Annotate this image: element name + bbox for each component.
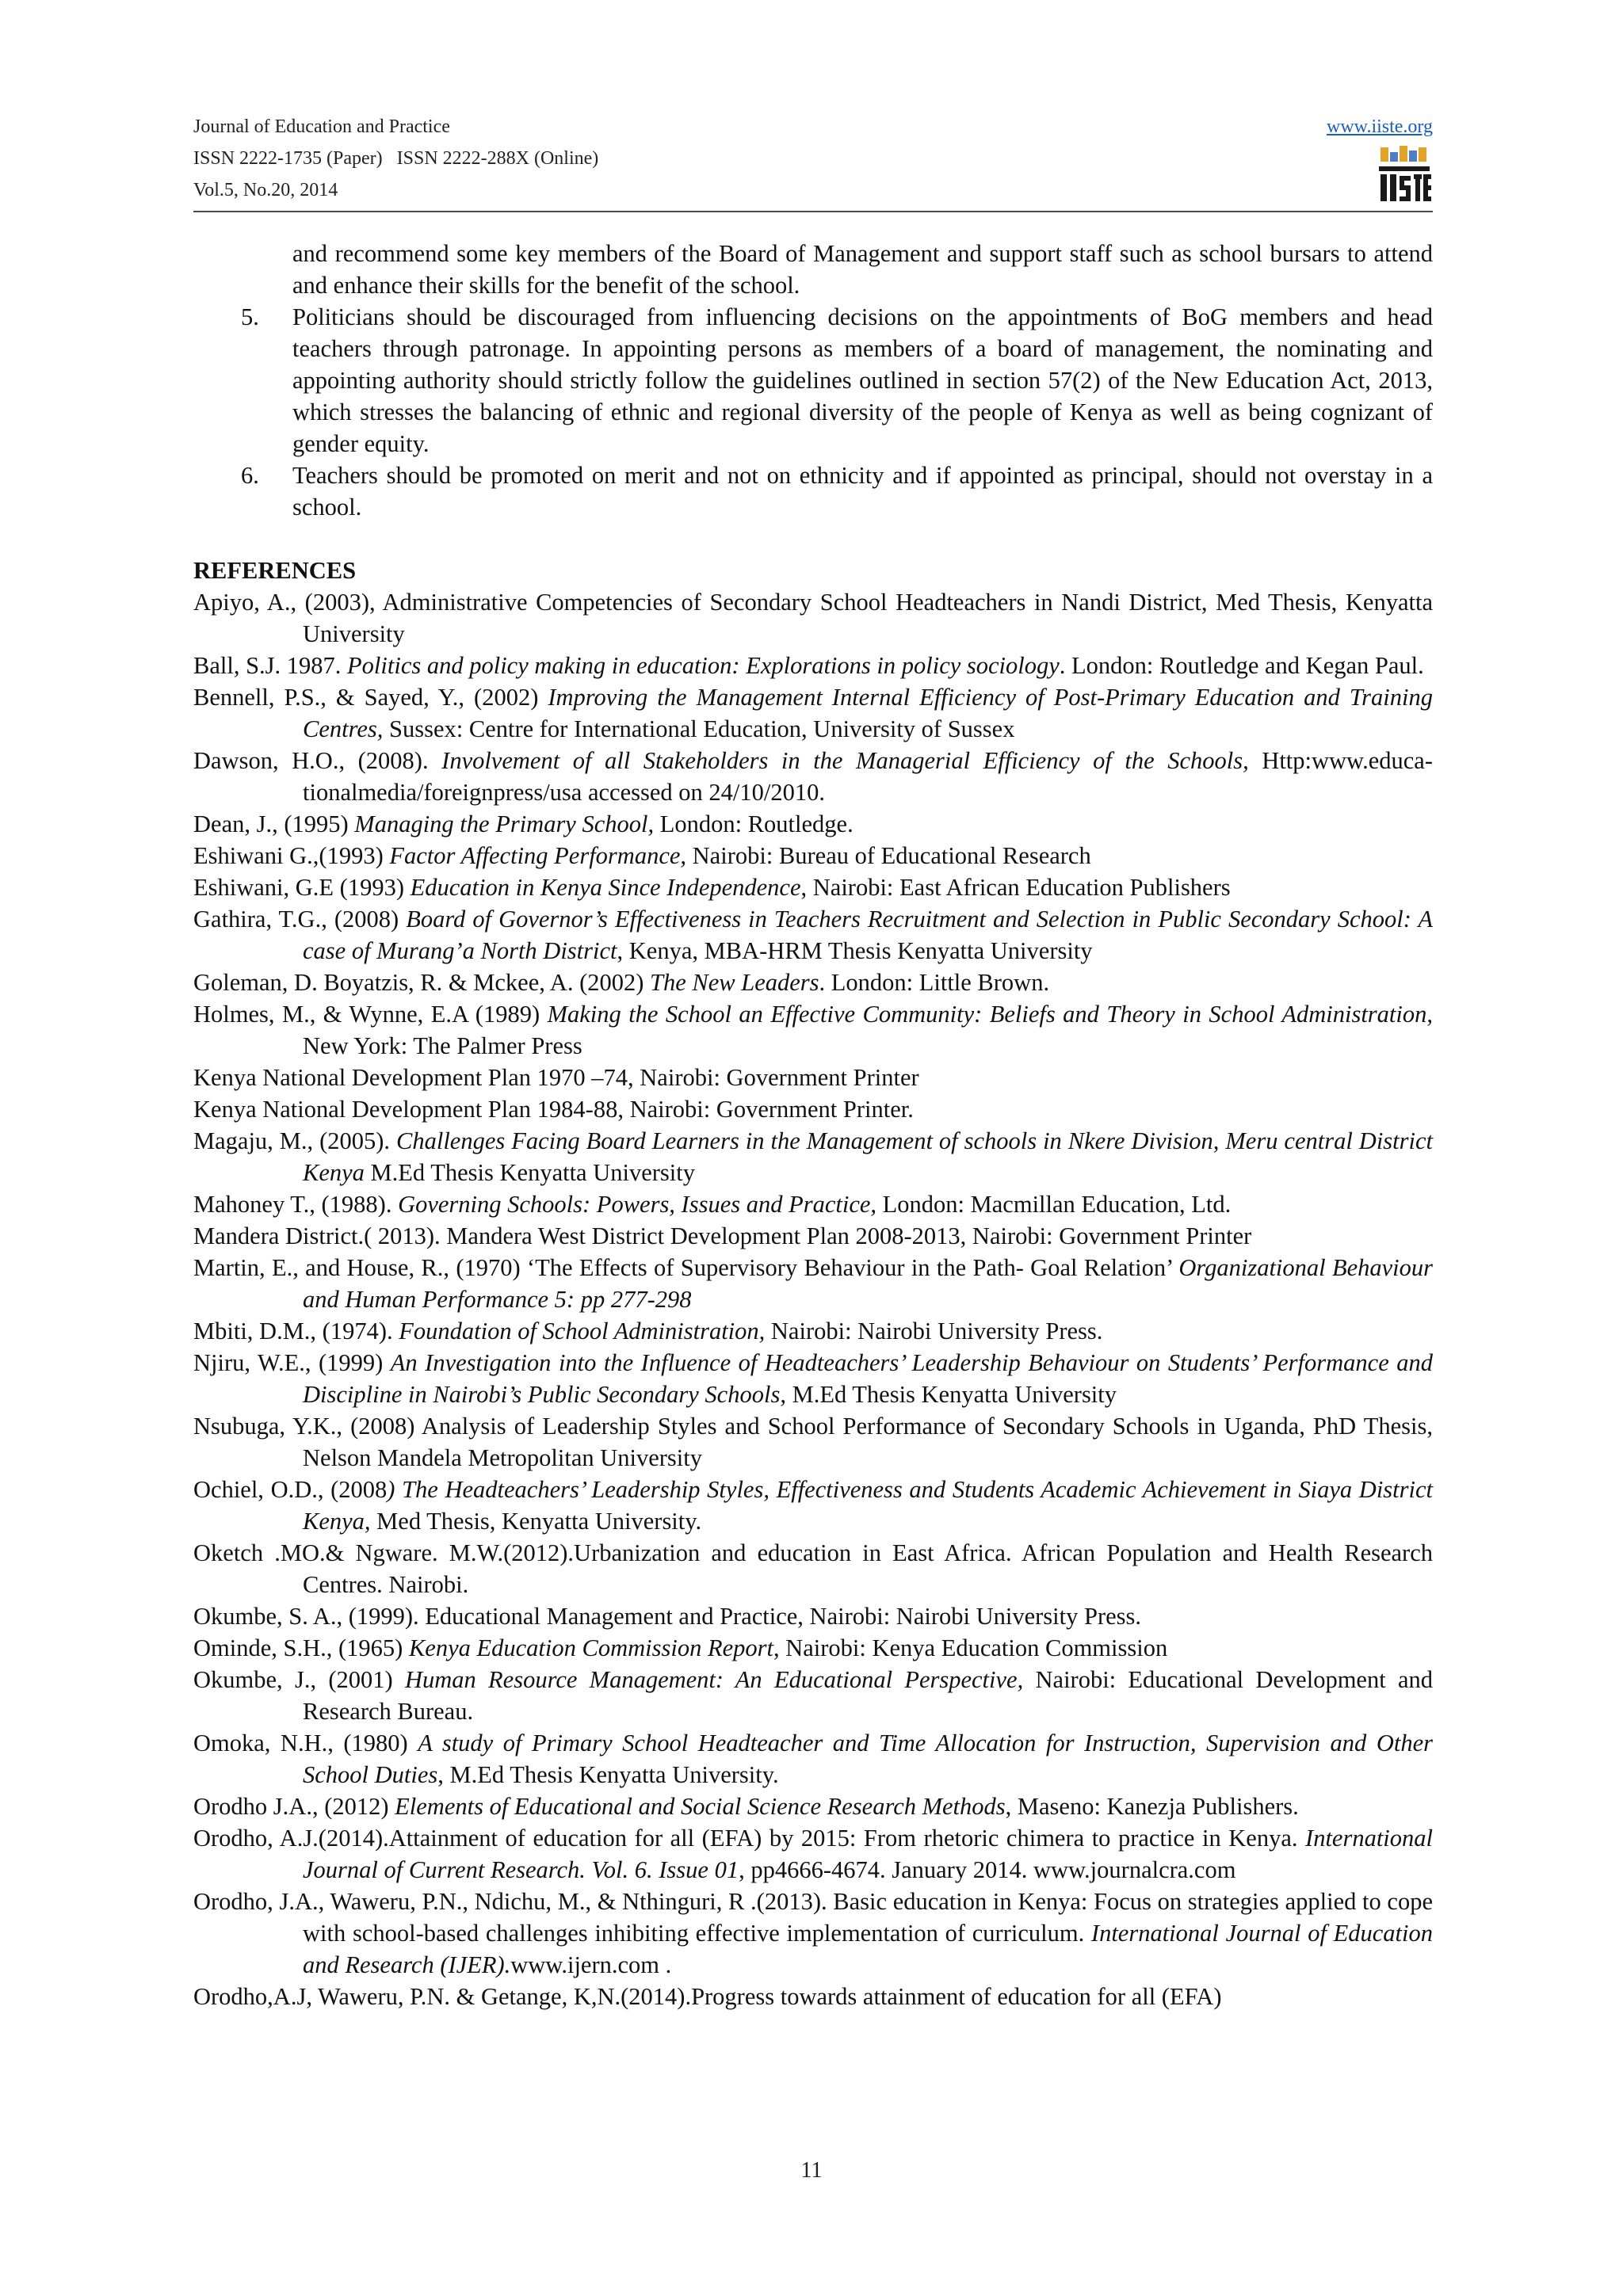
- reference-entry: [193, 1093, 1433, 1125]
- reference-text: , Maseno: Kanezja Publishers.: [1005, 1793, 1299, 1820]
- reference-text: Oketch .MO.& Ngware. M.W.(2012).Urbanization and education in East Africa. African Population and Health Research Centres. Nairobi.: [193, 1539, 1433, 1598]
- reference-text: Goleman, D. Boyatzis, R. & Mckee, A. (2002): [193, 969, 651, 996]
- reference-text: Med Thesis, Kenyatta University.: [370, 1508, 702, 1535]
- reference-text: Holmes, M., & Wynne, E.A (1989): [193, 1001, 548, 1028]
- reference-text: Orodho, A.J.(2014).Attainment of education for all (EFA) by 2015: From rhetoric chimera to practice in Kenya.: [193, 1825, 1306, 1852]
- reference-text: Okumbe, J., (2001): [193, 1666, 405, 1693]
- journal-name: Journal of Education and Practice: [193, 116, 450, 137]
- references-heading: REFERENCES: [193, 557, 357, 584]
- reference-title: A study of Primary School Headteacher and Time Allocation for Instruction, Supervision and Other School Duties: [303, 1730, 1433, 1788]
- reference-title: Foundation of School Administration,: [399, 1318, 766, 1344]
- reference-entry: [193, 1252, 1433, 1315]
- reference-text: Gathira, T.G., (2008): [193, 906, 407, 933]
- reference-text: Orodho J.A., (2012): [193, 1793, 395, 1820]
- reference-text: www.ijern.com .: [510, 1951, 672, 1978]
- reference-entry: [193, 1188, 1433, 1220]
- reference-text: Orodho,A.J, Waweru, P.N. & Getange, K,N.(2014).Progress towards attainment of education for all (EFA): [193, 1983, 1222, 2010]
- reference-title: Politics and policy making in education: Explorations in policy sociology: [347, 652, 1060, 679]
- reference-entry: [193, 681, 1433, 745]
- reference-title: An Investigation into the Influence of Headteachers’ Leadership Behaviour on Students’ Performance and Discipline in Nairobi’s Public Secondary Schools,: [303, 1349, 1433, 1408]
- reference-title: International Journal of Education and Research (IJER).: [303, 1920, 1434, 1978]
- reference-entry: [193, 871, 1433, 903]
- reference-title: ) The Headteachers’ Leadership Styles, Effectiveness and Students Academic Achievement in Siaya District Kenya,: [303, 1476, 1433, 1535]
- recommendation-number: 5.: [241, 303, 259, 330]
- reference-entry: [193, 840, 1433, 871]
- reference-title: Elements of Educational and Social Science Research Methods: [395, 1793, 1006, 1820]
- reference-text: Ominde, S.H., (1965): [193, 1634, 409, 1661]
- issn-line: ISSN 2222-1735 (Paper) ISSN 2222-288X (Online): [193, 148, 599, 169]
- reference-text: Okumbe, S. A., (1999). Educational Management and Practice, Nairobi: Nairobi University Press.: [193, 1603, 1142, 1630]
- recommendation-item: [193, 460, 1433, 523]
- reference-entry: [193, 1664, 1433, 1727]
- reference-text: Http:www.educa-tionalmedia/foreignpress/usa accessed on 24/10/2010.: [303, 747, 1433, 806]
- reference-entry: [193, 1727, 1433, 1791]
- reference-text: Apiyo, A., (2003), Administrative Competencies of Secondary School Headteachers in Nandi District, Med Thesis, Kenyatta University: [193, 589, 1433, 647]
- reference-entry: [193, 1632, 1433, 1664]
- reference-entry: [193, 967, 1433, 998]
- reference-text: Omoka, N.H., (1980): [193, 1730, 418, 1756]
- reference-title: Factor Affecting Performance,: [389, 842, 687, 869]
- reference-text: M.Ed Thesis Kenyatta University: [785, 1381, 1117, 1408]
- reference-entry: [193, 650, 1433, 681]
- reference-title: Board of Governor’s Effectiveness in Teachers Recruitment and Selection in Public Secondary School: A case of Murang’a North District: [303, 906, 1433, 964]
- header-rule: [193, 211, 1433, 212]
- recommendation-text: Teachers should be promoted on merit and not on ethnicity and if appointed as principal, should not overstay in a school.: [292, 462, 1433, 521]
- reference-title: The New Leaders: [650, 969, 819, 996]
- reference-entry: [193, 903, 1433, 967]
- reference-text: Nairobi: Bureau of Educational Research: [686, 842, 1091, 869]
- reference-entry: [193, 1600, 1433, 1632]
- reference-entry: [193, 745, 1433, 808]
- reference-text: M.Ed Thesis Kenyatta University: [364, 1159, 695, 1186]
- reference-text: Sussex: Centre for International Education, University of Sussex: [383, 715, 1015, 742]
- reference-text: Mahoney T., (1988).: [193, 1191, 399, 1218]
- reference-list: [193, 586, 1433, 2012]
- reference-title: Human Resource Management: An Educational Perspective,: [404, 1666, 1024, 1693]
- reference-text: Eshiwani G.,(1993): [193, 842, 390, 869]
- reference-title: Involvement of all Stakeholders in the Managerial Efficiency of the Schools,: [441, 747, 1249, 774]
- reference-title: International Journal of Current Research. Vol. 6. Issue 01: [303, 1825, 1433, 1883]
- reference-text: Ball, S.J. 1987.: [193, 652, 348, 679]
- reference-text: , pp4666-4674. January 2014. www.journalcra.com: [739, 1856, 1236, 1883]
- reference-entry: [193, 998, 1433, 1062]
- reference-text: Nairobi: Educational Development and Research Bureau.: [303, 1666, 1434, 1725]
- reference-text: Nairobi: Nairobi University Press.: [765, 1318, 1103, 1344]
- reference-text: New York: The Palmer Press: [303, 1032, 582, 1059]
- reference-text: , Nairobi: Kenya Education Commission: [773, 1634, 1168, 1661]
- reference-entry: [193, 1474, 1433, 1537]
- continuation-text: and recommend some key members of the Board of Management and support staff such as school bursars to attend and enhance their skills for the benefit of the school.: [292, 240, 1433, 299]
- reference-entry: [193, 1537, 1433, 1600]
- reference-text: . London: Routledge and Kegan Paul.: [1059, 652, 1424, 679]
- reference-title: Kenya Education Commission Report: [408, 1634, 773, 1661]
- reference-title: Education in Kenya Since Independence: [410, 874, 801, 901]
- reference-title: Making the School an Effective Community: Beliefs and Theory in School Administration,: [547, 1001, 1433, 1028]
- reference-text: Njiru, W.E., (1999): [193, 1349, 391, 1376]
- reference-text: Mandera District.( 2013). Mandera West District Development Plan 2008-2013, Nairobi: Government Printer: [193, 1222, 1252, 1249]
- page-number: 11: [800, 2158, 823, 2183]
- reference-entry: [193, 1886, 1433, 1981]
- reference-entry: [193, 1981, 1433, 2012]
- reference-entry: [193, 1062, 1433, 1093]
- reference-text: London: Routledge.: [654, 810, 854, 837]
- reference-title: Improving the Management Internal Efficiency of Post-Primary Education and Training Centres,: [303, 684, 1433, 742]
- reference-text: Mbiti, D.M., (1974).: [193, 1318, 399, 1344]
- reference-title: Governing Schools: Powers, Issues and Practice,: [398, 1191, 877, 1218]
- recommendation-number: 6.: [241, 462, 259, 489]
- reference-text: Dawson, H.O., (2008).: [193, 747, 442, 774]
- reference-text: Nsubuga, Y.K., (2008) Analysis of Leadership Styles and School Performance of Secondary Schools in Uganda, PhD Thesis, Nelson Mandela Metropolitan University: [193, 1413, 1433, 1471]
- iiste-logo: [1379, 146, 1433, 203]
- reference-text: Bennell, P.S., & Sayed, Y., (2002): [193, 684, 548, 711]
- recommendation-text: Politicians should be discouraged from influencing decisions on the appointments of BoG members and head teachers through patronage. In appointing persons as members of a board of management, the nominating and appointing authority should strictly follow the guidelines outlined in section 57(2) of the New Education Act, 2013, which stresses the balancing of ethnic and regional diversity of the people of Kenya as well as being cognizant of gender equity.: [292, 303, 1433, 457]
- reference-entry: [193, 1220, 1433, 1252]
- reference-title: Managing the Primary School,: [354, 810, 655, 837]
- reference-text: Kenya National Development Plan 1970 –74, Nairobi: Government Printer: [193, 1064, 919, 1091]
- reference-entry: [193, 1315, 1433, 1347]
- reference-entry: [193, 586, 1433, 650]
- reference-text: Orodho, J.A., Waweru, P.N., Ndichu, M., & Nthinguri, R .(2013). Basic education in Kenya: Focus on strategies applied to cope with school-based challenges inhibiting effective implementation of curriculum.: [193, 1888, 1433, 1947]
- reference-entry: [193, 1410, 1433, 1474]
- page-header: [193, 111, 1433, 206]
- main-content: [193, 238, 1433, 2012]
- reference-text: London: Macmillan Education, Ltd.: [876, 1191, 1232, 1218]
- reference-entry: [193, 1791, 1433, 1822]
- reference-text: Dean, J., (1995): [193, 810, 355, 837]
- volume-line: Vol.5, No.20, 2014: [193, 180, 338, 200]
- reference-title: Organizational Behaviour and Human Performance 5: pp 277-298: [303, 1254, 1433, 1313]
- reference-entry: [193, 1347, 1433, 1410]
- reference-text: Eshiwani, G.E (1993): [193, 874, 411, 901]
- reference-title: Challenges Facing Board Learners in the Management of schools in Nkere Division, Meru central District Kenya: [303, 1127, 1433, 1186]
- reference-text: Magaju, M., (2005).: [193, 1127, 397, 1154]
- reference-entry: [193, 1822, 1433, 1886]
- recommendation-continuation: [193, 238, 1433, 301]
- reference-text: , Nairobi: East African Education Publishers: [800, 874, 1231, 901]
- reference-text: , M.Ed Thesis Kenyatta University.: [437, 1761, 779, 1788]
- reference-entry: [193, 1125, 1433, 1188]
- journal-url-link[interactable]: www.iiste.org: [1327, 116, 1433, 137]
- reference-text: Ochiel, O.D., (2008: [193, 1476, 388, 1503]
- reference-text: Kenya National Development Plan 1984-88, Nairobi: Government Printer.: [193, 1096, 914, 1123]
- reference-text: Martin, E., and House, R., (1970) ‘The Effects of Supervisory Behaviour in the Path- Goal Relation’: [193, 1254, 1179, 1281]
- reference-text: . London: Little Brown.: [819, 969, 1050, 996]
- reference-text: , Kenya, MBA-HRM Thesis Kenyatta University: [617, 937, 1093, 964]
- reference-entry: [193, 808, 1433, 840]
- recommendation-item: [193, 301, 1433, 460]
